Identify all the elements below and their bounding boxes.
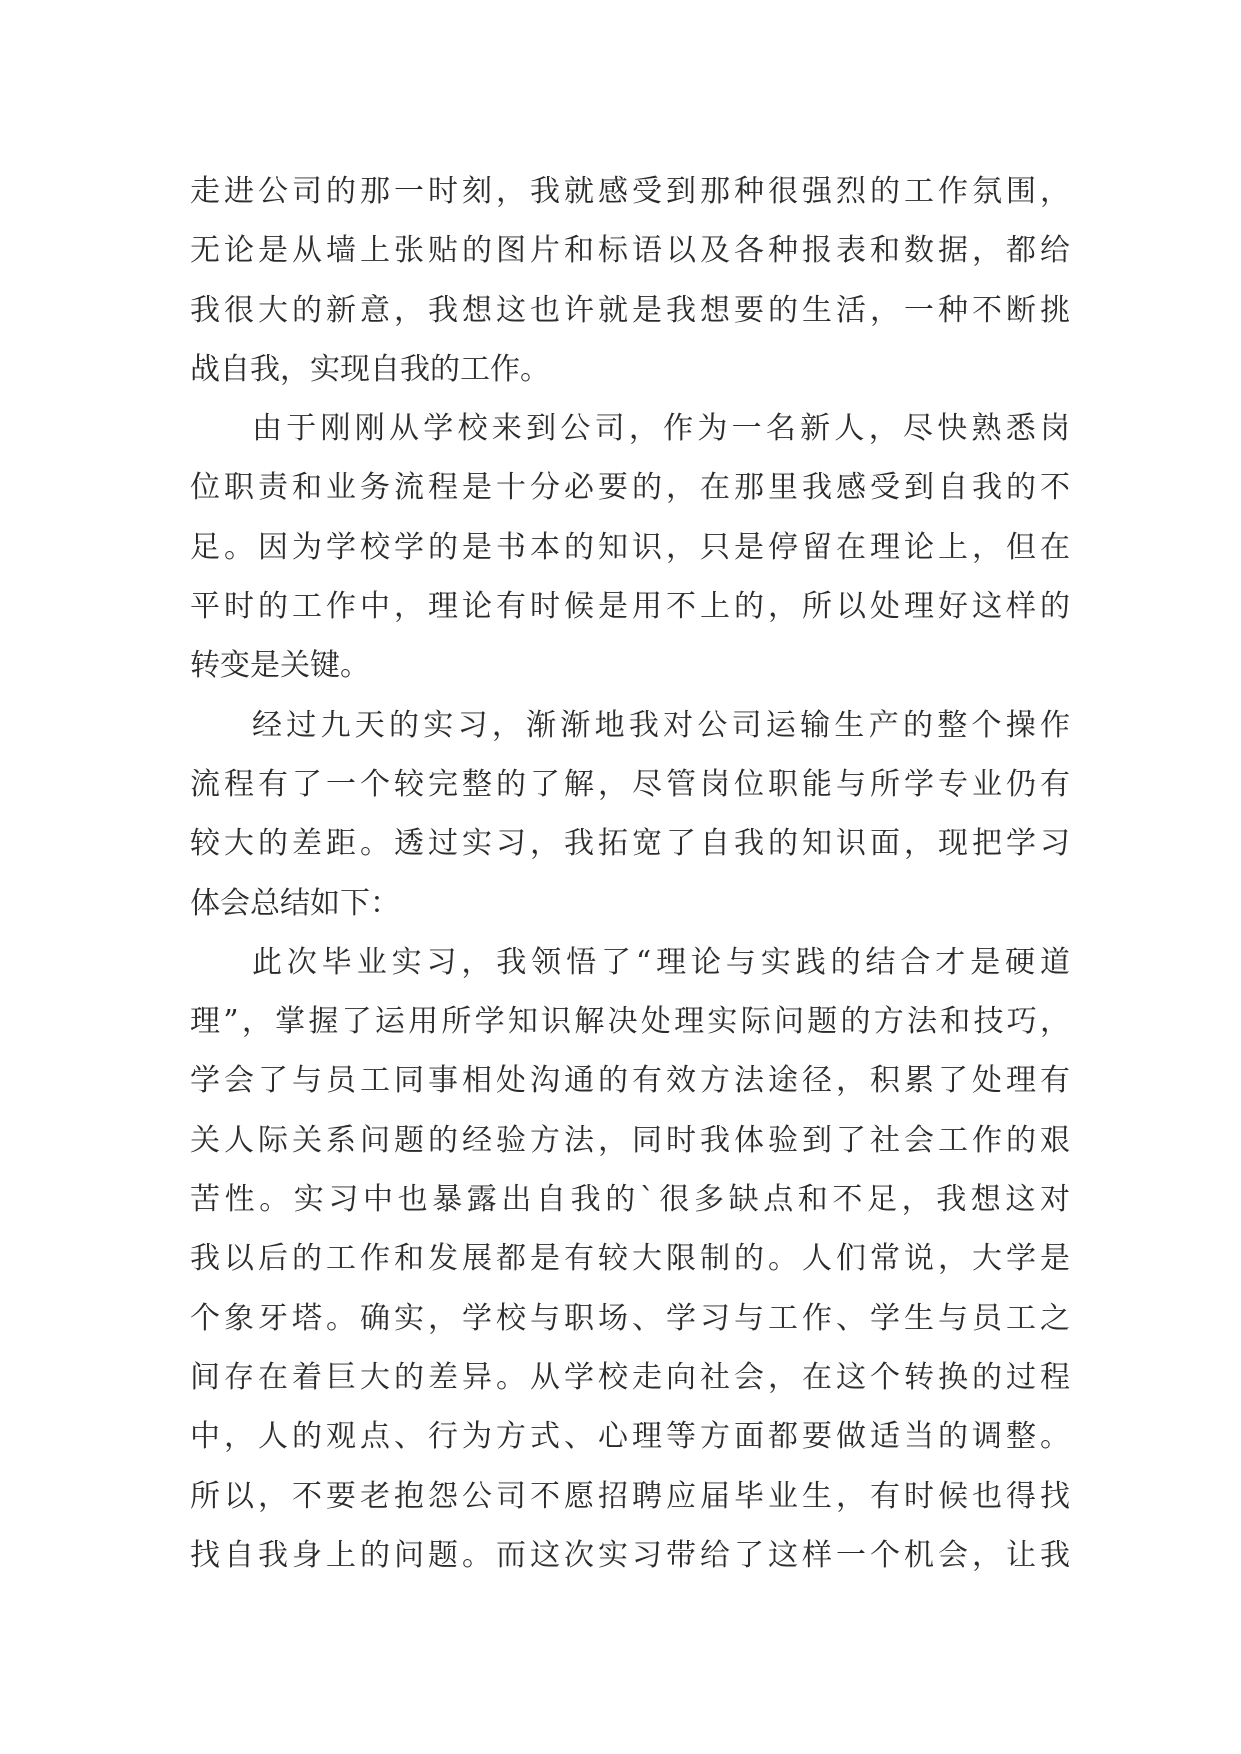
text-line: 关人际关系问题的经验方法，同时我体验到了社会工作的艰 bbox=[190, 1122, 1070, 1158]
text-line: 经过九天的实习，渐渐地我对公司运输生产的整个操作 bbox=[252, 707, 1070, 743]
paragraph bbox=[190, 933, 1070, 1585]
paragraph bbox=[190, 696, 1070, 933]
text-line: 由于刚刚从学校来到公司，作为一名新人，尽快熟悉岗 bbox=[252, 411, 1070, 447]
text-line: 平时的工作中，理论有时候是用不上的，所以处理好这样的 bbox=[190, 589, 1070, 625]
text-line: 无论是从墙上张贴的图片和标语以及各种报表和数据，都给 bbox=[190, 233, 1070, 269]
text-line: 较大的差距。透过实习，我拓宽了自我的知识面，现把学习 bbox=[190, 826, 1070, 862]
text-line: 个象牙塔。确实，学校与职场、学习与工作、学生与员工之 bbox=[190, 1300, 1070, 1336]
text-line: 走进公司的那一时刻，我就感受到那种很强烈的工作氛围， bbox=[190, 174, 1070, 209]
text-line: 理”，掌握了运用所学知识解决处理实际问题的方法和技巧， bbox=[190, 1004, 1070, 1040]
text-line: 学会了与员工同事相处沟通的有效方法途径，积累了处理有 bbox=[190, 1063, 1070, 1099]
text-line: 流程有了一个较完整的了解，尽管岗位职能与所学专业仍有 bbox=[190, 766, 1070, 802]
body-text bbox=[190, 162, 1070, 1585]
paragraph bbox=[190, 399, 1070, 695]
text-line: 战自我，实现自我的工作。 bbox=[190, 351, 550, 387]
text-line: 此次毕业实习，我领悟了“理论与实践的结合才是硬道 bbox=[252, 944, 1070, 980]
text-line: 转变是关键。 bbox=[190, 648, 370, 684]
text-line: 找自我身上的问题。而这次实习带给了这样一个机会，让我 bbox=[190, 1537, 1070, 1573]
text-line: 所以，不要老抱怨公司不愿招聘应届毕业生，有时候也得找 bbox=[190, 1478, 1070, 1514]
text-line: 中，人的观点、行为方式、心理等方面都要做适当的调整。 bbox=[190, 1419, 1070, 1455]
text-line: 体会总结如下： bbox=[190, 885, 400, 921]
text-line: 足。因为学校学的是书本的知识，只是停留在理论上，但在 bbox=[190, 529, 1070, 565]
paragraph bbox=[190, 162, 1070, 399]
text-line: 我很大的新意，我想这也许就是我想要的生活，一种不断挑 bbox=[190, 292, 1070, 328]
text-line: 间存在着巨大的差异。从学校走向社会，在这个转换的过程 bbox=[190, 1359, 1070, 1395]
text-line: 苦性。实习中也暴露出自我的`很多缺点和不足，我想这对 bbox=[190, 1182, 1070, 1218]
text-line: 我以后的工作和发展都是有较大限制的。人们常说，大学是 bbox=[190, 1241, 1070, 1277]
text-line: 位职责和业务流程是十分必要的，在那里我感受到自我的不 bbox=[190, 470, 1070, 506]
